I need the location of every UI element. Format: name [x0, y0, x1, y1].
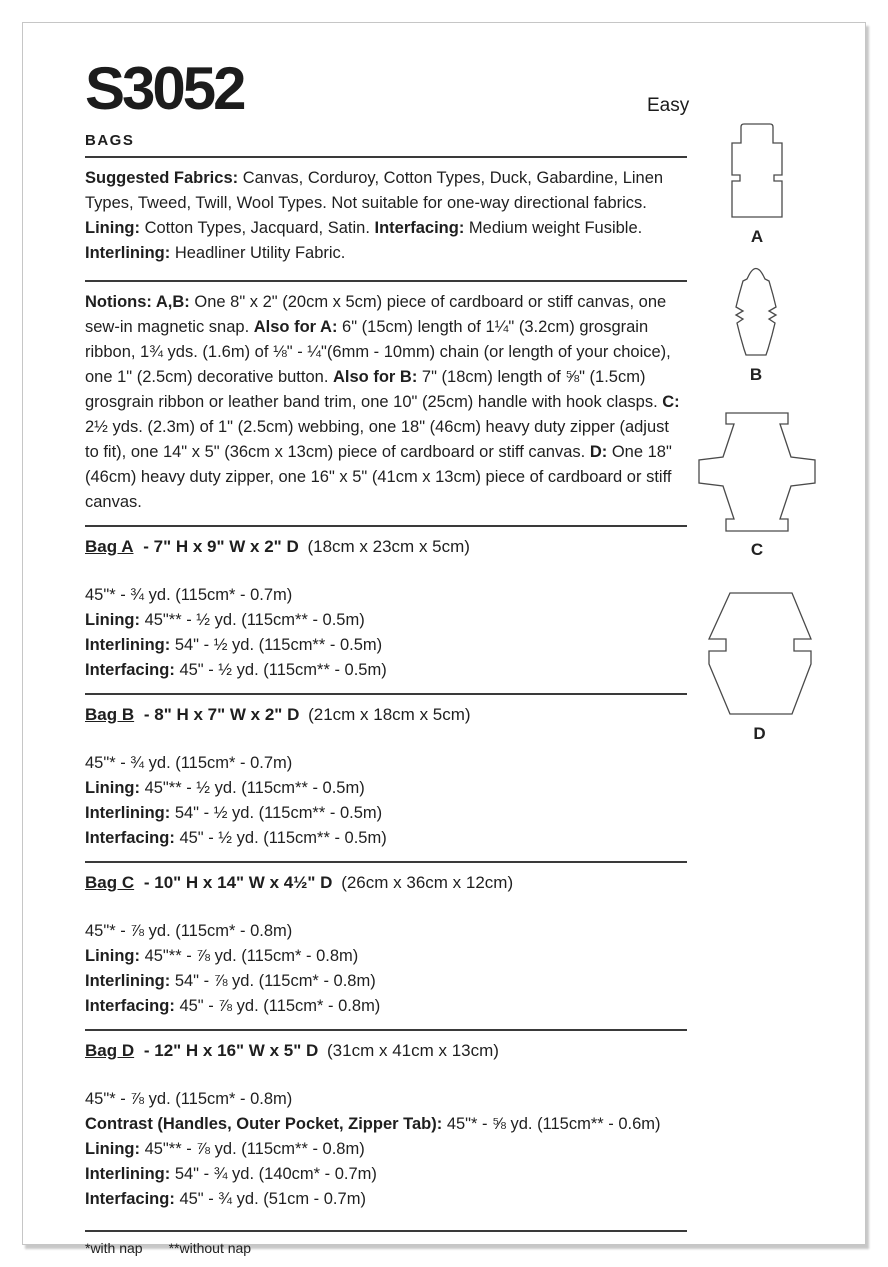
text-segment: Interfacing:: [374, 219, 465, 237]
text-segment: Medium weight Fusible.: [464, 219, 643, 237]
yardage-row-value: 54" - ⅞ yd. (115cm* - 0.8m): [174, 972, 376, 990]
text-segment: Headliner Utility Fabric.: [170, 244, 346, 262]
bag-d-name: Bag D: [85, 1041, 135, 1060]
bag-b-diagram: [728, 265, 784, 385]
yardage-row-label: Interlining:: [85, 636, 175, 654]
bag-a-heading: [85, 534, 687, 559]
pattern-envelope-page: [22, 22, 866, 1256]
bag-c-diagram: [694, 412, 820, 560]
yardage-row: [85, 608, 687, 633]
yardage-row-label: Interfacing:: [85, 997, 180, 1015]
bag-d-dimensions: - 12" H x 16" W x 5" D: [143, 1041, 319, 1060]
text-segment: 2½ yds. (2.3m) of 1" (2.5cm) webbing, one 18" (46cm) heavy duty zipper (adjust to fit), one 14" x 5" (36cm x 13cm) piece of cardboard or stiff canvas.: [85, 418, 669, 461]
text-segment: Cotton Types, Jacquard, Satin.: [139, 219, 375, 237]
bag-b-dimensions: - 8" H x 7" W x 2" D: [143, 705, 300, 724]
yardage-row-label: Lining:: [85, 611, 145, 629]
yardage-row-label: Interfacing:: [85, 661, 180, 679]
divider: [85, 280, 687, 282]
yardage-row-value: 45"* - ¾ yd. (115cm* - 0.7m): [85, 586, 293, 604]
text-segment: Suggested Fabrics:: [85, 169, 239, 187]
yardage-row: [85, 633, 687, 658]
yardage-row: [85, 994, 687, 1019]
yardage-row: [85, 751, 687, 776]
bag-d-dimensions-metric: (31cm x 41cm x 13cm): [327, 1041, 499, 1060]
bag-section-a: [85, 534, 687, 683]
bag-b-heading: [85, 702, 687, 727]
bag-section-c: [85, 870, 687, 1019]
yardage-row: [85, 801, 687, 826]
text-segment: Interlining:: [85, 244, 171, 262]
yardage-row-value: 45" - ½ yd. (115cm** - 0.5m): [179, 829, 387, 847]
yardage-row-value: 45"* - ⅞ yd. (115cm* - 0.8m): [85, 922, 293, 940]
yardage-row-value: 45"** - ½ yd. (115cm** - 0.5m): [144, 779, 365, 797]
text-segment: 6" (15cm) length of 1¼" (3.2cm) grosgrain ribbon, 1¾ yds. (1.6m) of ⅛" - ¼"(6mm - 10mm) chain (or length of your choice), one 1" (2.5cm) decorative button.: [85, 318, 671, 386]
notions-paragraph: [85, 290, 687, 515]
divider: [85, 693, 687, 695]
divider: [85, 861, 687, 863]
yardage-row: [85, 1137, 687, 1162]
bag-d-diagram: [704, 592, 815, 744]
difficulty-label: Easy: [647, 95, 690, 116]
bag-c-heading: [85, 870, 687, 895]
text-segment: Also for B:: [333, 368, 418, 386]
yardage-row-label: Interlining:: [85, 972, 175, 990]
bag-a-yardage-table: [85, 583, 687, 683]
divider: [85, 1230, 687, 1232]
bag-c-diagram-label: C: [750, 540, 764, 559]
pattern-number-title: S3052: [85, 55, 244, 122]
text-segment: Lining:: [85, 219, 140, 237]
bag-d-yardage-table: [85, 1087, 687, 1212]
bag-b-outline-icon: [729, 265, 783, 357]
yardage-row: [85, 1112, 687, 1137]
yardage-row: [85, 919, 687, 944]
bag-a-dimensions: - 7" H x 9" W x 2" D: [143, 537, 299, 556]
bag-a-name: Bag A: [85, 537, 134, 556]
yardage-row-value: 45"** - ⅞ yd. (115cm* - 0.8m): [144, 947, 359, 965]
yardage-row-value: 45" - ¾ yd. (51cm - 0.7m): [179, 1190, 366, 1208]
bag-b-diagram-label: B: [749, 365, 763, 384]
bag-a-outline-icon: [728, 123, 786, 219]
yardage-row-value: 54" - ½ yd. (115cm** - 0.5m): [174, 804, 383, 822]
nap-footnote: [85, 1238, 687, 1258]
yardage-row-value: 45"* - ¾ yd. (115cm* - 0.7m): [85, 754, 293, 772]
suggested-fabrics-paragraph: [85, 166, 687, 266]
bag-a-dimensions-metric: (18cm x 23cm x 5cm): [307, 537, 470, 556]
yardage-row-value: 45"* - ⅞ yd. (115cm* - 0.8m): [85, 1090, 293, 1108]
yardage-row: [85, 826, 687, 851]
main-content-column: [85, 55, 690, 1258]
text-segment: Canvas, Corduroy, Cotton Types, Duck, Gabardine, Linen Types, Tweed, Twill, Wool Types. Not suitable for one-way directional fabrics.: [85, 169, 664, 212]
yardage-row: [85, 776, 687, 801]
yardage-row-value: 54" - ½ yd. (115cm** - 0.5m): [174, 636, 383, 654]
yardage-row-value: 45"** - ½ yd. (115cm** - 0.5m): [144, 611, 365, 629]
yardage-row-value: 45" - ½ yd. (115cm** - 0.5m): [179, 661, 387, 679]
bag-c-dimensions: - 10" H x 14" W x 4½" D: [143, 873, 333, 892]
bag-b-dimensions-metric: (21cm x 18cm x 5cm): [308, 705, 471, 724]
bag-c-outline-icon: [696, 412, 818, 532]
yardage-row: [85, 583, 687, 608]
bag-d-diagram-label: D: [753, 724, 766, 743]
bag-section-b: [85, 702, 687, 851]
text-segment: One 8" x 2" (20cm x 5cm) piece of cardboard or stiff canvas, one sew-in magnetic snap.: [85, 293, 667, 336]
category-label: BAGS: [85, 132, 135, 149]
text-segment: Also for A:: [253, 318, 338, 336]
bag-d-outline-icon: [708, 592, 812, 716]
yardage-row-value: 45"** - ⅞ yd. (115cm** - 0.8m): [144, 1140, 365, 1158]
text-segment: Notions: A,B:: [85, 293, 190, 311]
bag-c-dimensions-metric: (26cm x 36cm x 12cm): [341, 873, 514, 892]
text-segment: D:: [589, 443, 608, 461]
yardage-row-label: Lining:: [85, 1140, 145, 1158]
divider: [85, 156, 687, 158]
yardage-row-value: 45" - ⅞ yd. (115cm* - 0.8m): [179, 997, 381, 1015]
yardage-row-label: Interlining:: [85, 1165, 175, 1183]
yardage-row-label: Interfacing:: [85, 829, 180, 847]
bag-section-d: [85, 1038, 687, 1212]
text-segment: 7" (18cm) length of ⅝" (1.5cm) grosgrain ribbon or leather band trim, one 10" (25cm) handle with hook clasps.: [85, 368, 663, 411]
yardage-row: [85, 944, 687, 969]
yardage-row-label: Lining:: [85, 947, 145, 965]
yardage-row: [85, 1087, 687, 1112]
yardage-row-label: Interfacing:: [85, 1190, 180, 1208]
text-segment: One 18" (46cm) heavy duty zipper, one 16" x 5" (41cm x 13cm) piece of cardboard or stiff canvas.: [85, 443, 672, 511]
divider: [85, 1029, 687, 1031]
bag-b-yardage-table: [85, 751, 687, 851]
text-segment: C:: [662, 393, 680, 411]
bag-d-heading: [85, 1038, 687, 1063]
yardage-row: [85, 1187, 687, 1212]
bag-c-yardage-table: [85, 919, 687, 1019]
yardage-row-label: Lining:: [85, 779, 145, 797]
yardage-row: [85, 1162, 687, 1187]
yardage-row-label: Contrast (Handles, Outer Pocket, Zipper Tab):: [85, 1115, 447, 1133]
bag-a-diagram-label: A: [750, 227, 764, 246]
divider: [85, 525, 687, 527]
without-nap-note: **without nap: [168, 1240, 252, 1256]
yardage-row: [85, 969, 687, 994]
bag-c-name: Bag C: [85, 873, 135, 892]
bag-b-name: Bag B: [85, 705, 135, 724]
yardage-row-label: Interlining:: [85, 804, 175, 822]
yardage-row: [85, 658, 687, 683]
bag-a-diagram: [727, 123, 787, 247]
with-nap-note: *with nap: [85, 1240, 143, 1256]
yardage-row-value: 45"* - ⅝ yd. (115cm** - 0.6m): [446, 1115, 661, 1133]
yardage-row-value: 54" - ¾ yd. (140cm* - 0.7m): [174, 1165, 377, 1183]
